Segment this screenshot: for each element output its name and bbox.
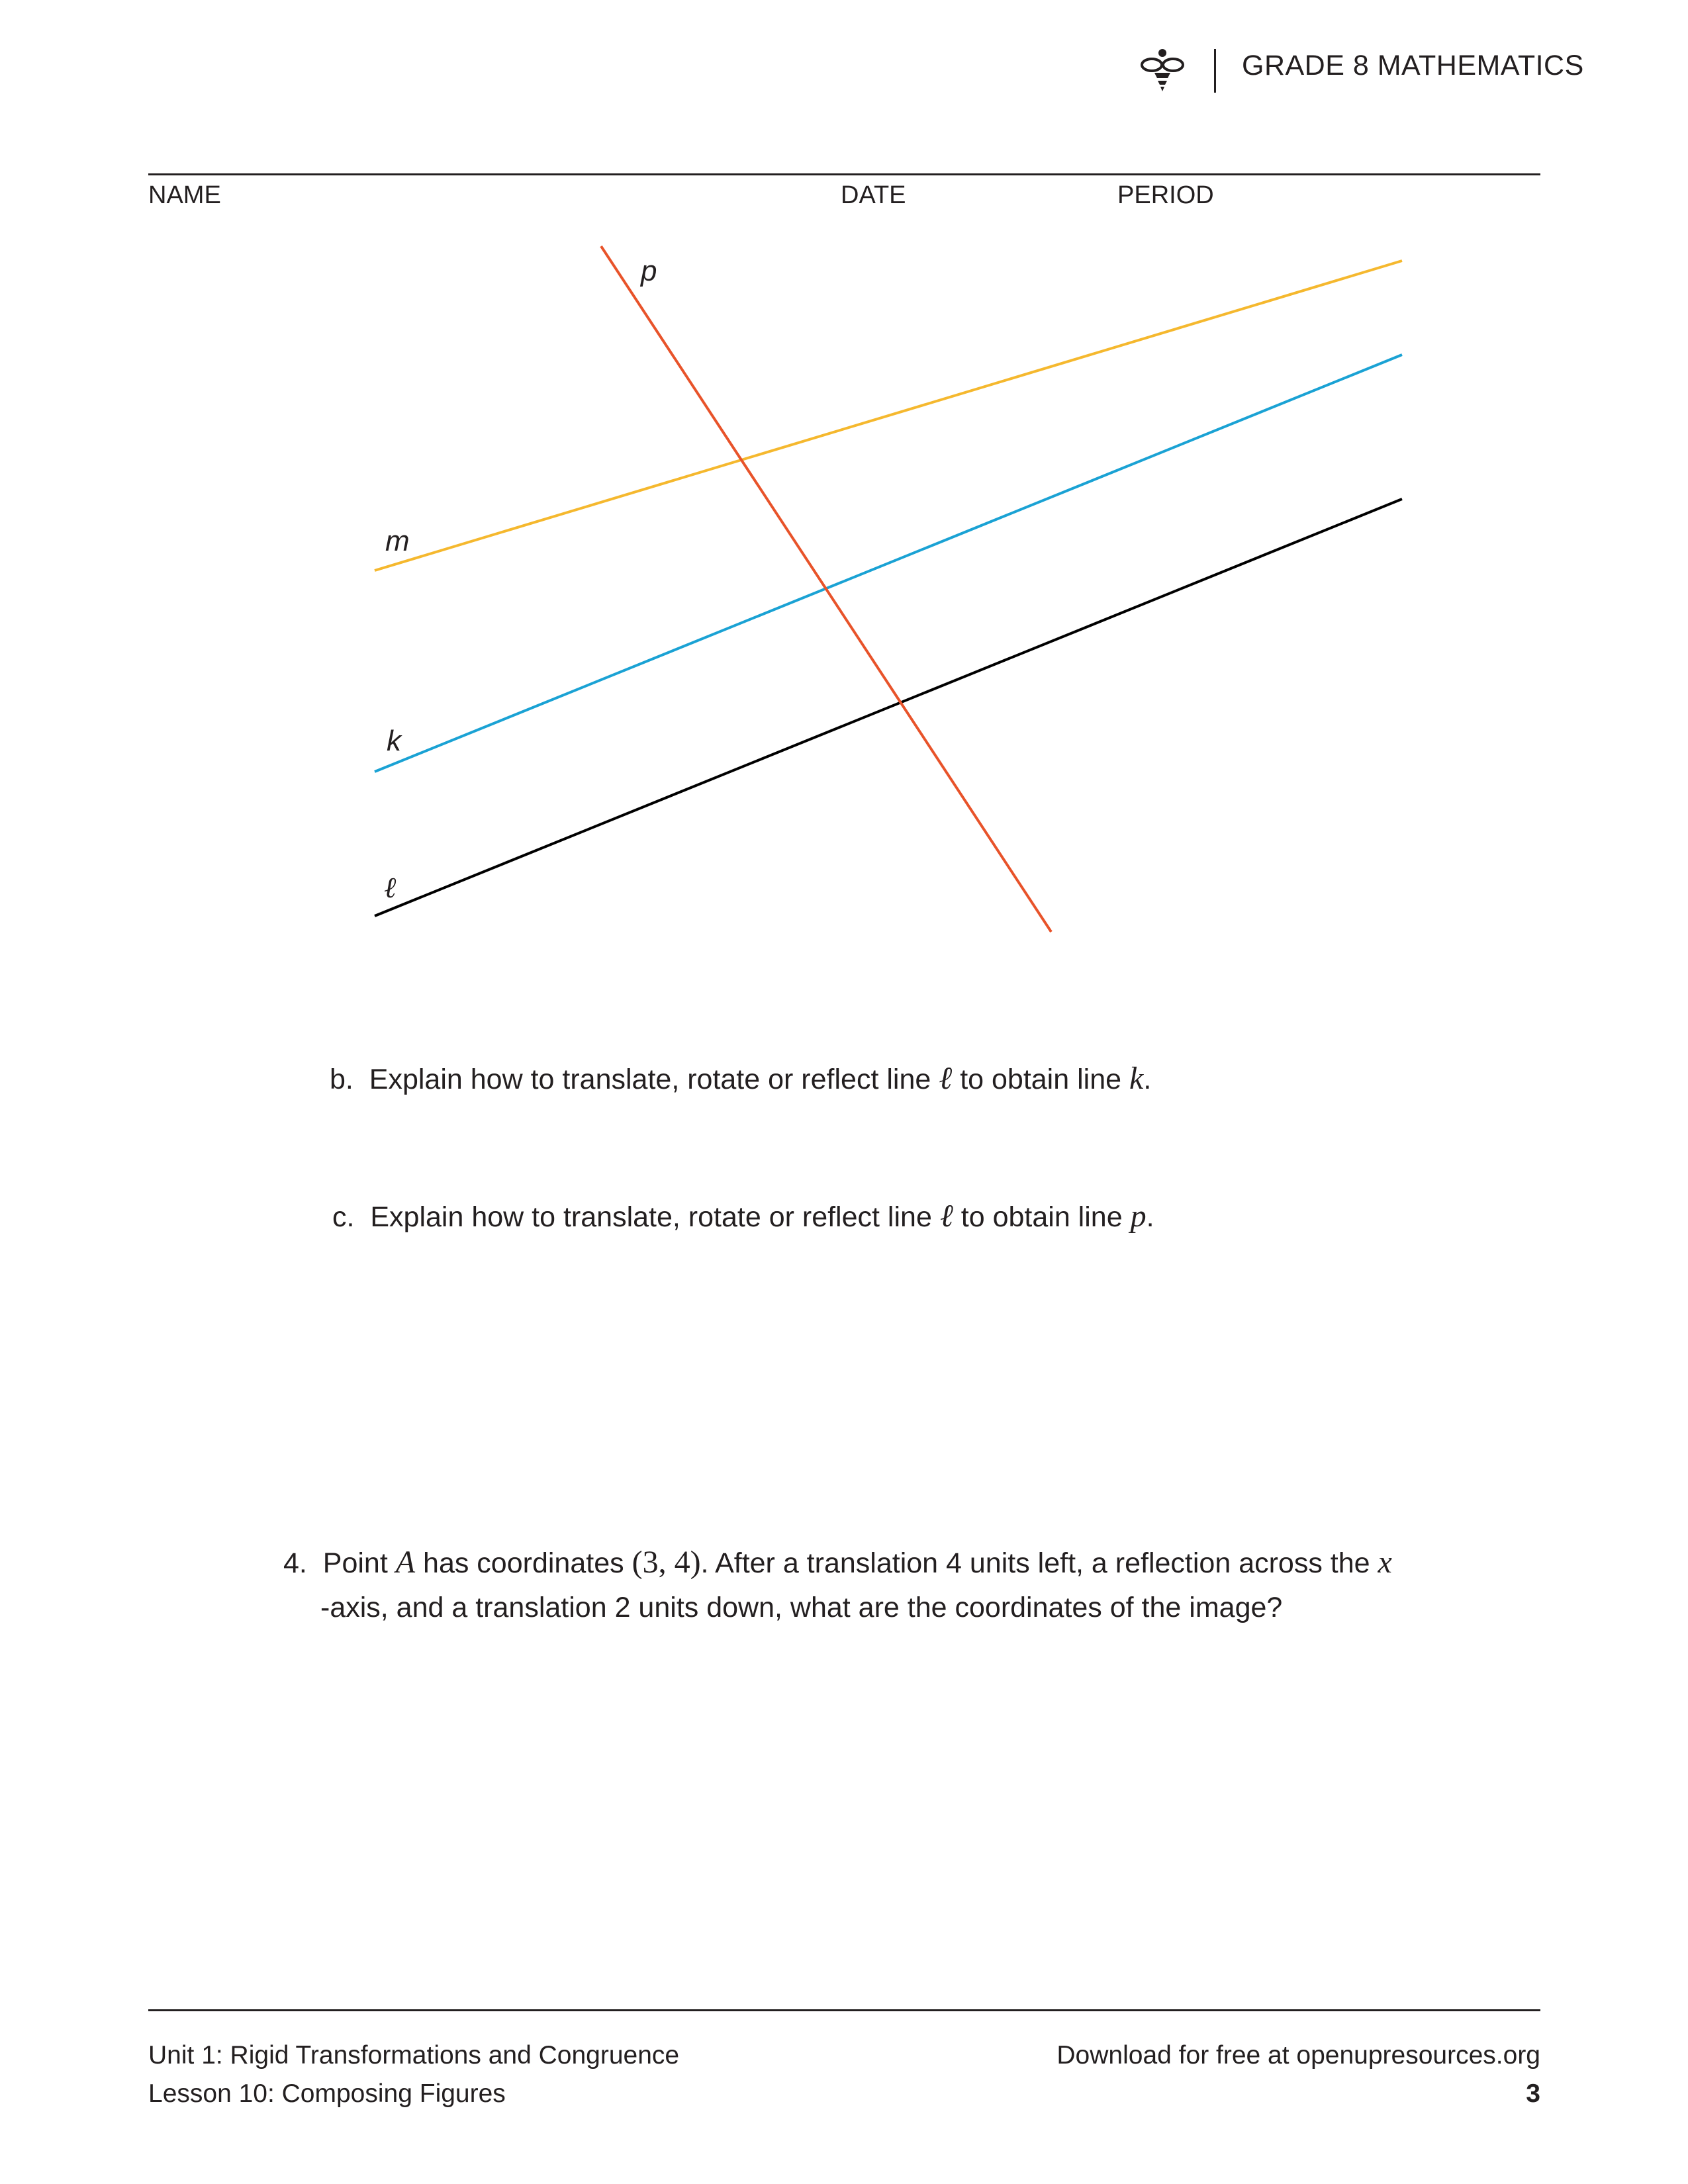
footer-rule: [148, 2009, 1540, 2011]
question-b-line-from: ℓ: [939, 1061, 953, 1096]
date-label: DATE: [841, 181, 906, 209]
question-c-line-to: p: [1130, 1199, 1147, 1234]
label-p: p: [641, 255, 657, 287]
question-4-line1: [283, 1539, 1422, 1586]
question-4-point: A: [395, 1545, 416, 1580]
question-c-end: .: [1146, 1201, 1154, 1233]
question-b-end: .: [1143, 1064, 1152, 1095]
question-4-axis: x: [1378, 1545, 1392, 1580]
footer-download-link[interactable]: Download for free at openupresources.org: [1056, 2041, 1540, 2070]
label-k: k: [387, 725, 401, 757]
question-4-part1: Point: [322, 1547, 388, 1579]
line-k: [375, 355, 1402, 772]
question-c-line-from: ℓ: [939, 1199, 953, 1234]
question-b-marker: b.: [330, 1064, 353, 1095]
question-4-part3: . After a translation 4 units left, a reflection across the: [700, 1547, 1370, 1579]
question-4-marker: 4.: [283, 1547, 307, 1579]
question-b-line-to: k: [1129, 1061, 1144, 1096]
question-c-text: Explain how to translate, rotate or reflect line: [370, 1201, 932, 1233]
label-m: m: [385, 525, 410, 557]
name-label: NAME: [148, 181, 221, 209]
question-4-coords: (3, 4): [632, 1545, 701, 1580]
question-4-part2: has coordinates: [423, 1547, 624, 1579]
question-c: [332, 1193, 1154, 1240]
question-b: [330, 1055, 1151, 1103]
subject-title: GRADE 8 MATHEMATICS: [1242, 50, 1584, 81]
footer-lesson: Lesson 10: Composing Figures: [148, 2079, 506, 2108]
page-number: 3: [1526, 2079, 1540, 2108]
period-label: PERIOD: [1117, 181, 1214, 209]
lines-figure: [0, 0, 1688, 993]
line-p: [601, 246, 1051, 932]
question-c-marker: c.: [332, 1201, 355, 1233]
question-4-line2: -axis, and a translation 2 units down, what are the coordinates of the image?: [320, 1592, 1283, 1623]
line-l: [375, 499, 1402, 916]
line-m: [375, 261, 1402, 570]
footer-unit: Unit 1: Rigid Transformations and Congruence: [148, 2041, 680, 2070]
question-4: [283, 1539, 1422, 1629]
label-l: ℓ: [384, 872, 397, 904]
question-b-middle: to obtain line: [960, 1064, 1122, 1095]
question-c-middle: to obtain line: [961, 1201, 1123, 1233]
question-b-text: Explain how to translate, rotate or reflect line: [369, 1064, 931, 1095]
